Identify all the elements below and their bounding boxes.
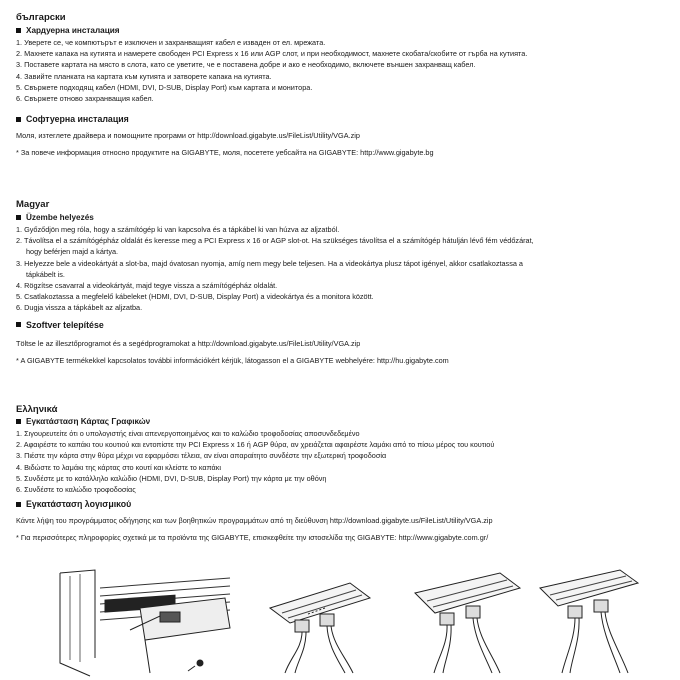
power-cable-illustration bbox=[270, 583, 370, 673]
list-item: 4. Βιδώστε το λαμάκι της κάρτας στο κουτί και κλείστε το καπάκι bbox=[16, 462, 222, 472]
language-heading-bg: български bbox=[16, 12, 66, 23]
hw-title-bg: Хардуерна инсталация bbox=[16, 26, 666, 35]
section-greek bbox=[16, 404, 666, 544]
language-heading-el: Ελληνικά bbox=[16, 404, 58, 415]
square-bullet-icon bbox=[16, 215, 21, 220]
list-item: hogy beférjen majd a kártya. bbox=[26, 247, 119, 257]
language-heading-hu: Magyar bbox=[16, 199, 50, 210]
note-hu: * A GIGABYTE termékekkel kapcsolatos további információkért kérjük, látogasson el a GIGABYTE webhelyére: http://hu.gigabyte.com bbox=[16, 355, 449, 365]
sw-title-el: Εγκατάσταση λογισμικού bbox=[16, 499, 666, 509]
list-item: 5. Csatlakoztassa a megfelelő kábeleket (HDMI, DVI, D-SUB, Display Port) a videokártya és a monitora között. bbox=[16, 292, 374, 302]
list-item: 2. Távolítsa el a számítógépház oldalát és keresse meg a PCI Express x 16 or AGP slot-ot. Ha szükséges távolítsa el a számítógép hátulján lévő fém védőzárat, bbox=[16, 236, 534, 246]
sw-title-bg: Софтуерна инсталация bbox=[16, 114, 666, 124]
list-item: 5. Свържете подходящ кабел (HDMI, DVI, D-SUB, Display Port) към картата и монитора. bbox=[16, 82, 313, 92]
list-item: 6. Свържете отново захранващия кабел. bbox=[16, 94, 154, 104]
installation-illustrations bbox=[20, 568, 660, 678]
hw-title-el: Εγκατάσταση Κάρτας Γραφικών bbox=[16, 417, 666, 426]
list-item: tápkábelt is. bbox=[26, 269, 65, 279]
list-item: 1. Уверете се, че компютърът е изключен и захранващият кабел е изваден от ел. мрежата. bbox=[16, 38, 326, 47]
hw-title-hu: Üzembe helyezés bbox=[16, 213, 666, 222]
square-bullet-icon bbox=[16, 419, 21, 424]
list-item: 1. Σιγουρευτείτε ότι ο υπολογιστής είναι απενεργοποιημένος και το καλώδιο τροφοδοσίας αποσυνδεδεμένο bbox=[16, 429, 360, 438]
list-item: 3. Πιέστε την κάρτα στην θύρα μέχρι να εφαρμόσει τέλεια, αν είναι απαραίτητο συνδέστε την εξωτερική τροφοδοσία bbox=[16, 451, 387, 461]
hw-steps-hu bbox=[16, 224, 666, 314]
section-hungarian bbox=[16, 199, 666, 366]
note-bg: * За повече информация относно продуктите на GIGABYTE, моля, посетете уебсайта на GIGABYTE: http://www.gigabyte.bg bbox=[16, 148, 434, 158]
list-item: 1. Győződjön meg róla, hogy a számítógép ki van kapcsolva és a tápkábel ki van húzva az aljzatból. bbox=[16, 225, 340, 234]
sw-text-el: Κάντε λήψη του προγράμματος οδήγησης και των βοηθητικών προγραμμάτων από τη διεύθυνση http://download.gigabyte.us/FileList/Utility/VGA.zip bbox=[16, 516, 493, 526]
power-cable-illustration-3 bbox=[540, 570, 638, 673]
sw-text-hu: Töltse le az illesztőprogramot és a segédprogramokat a http://download.gigabyte.us/FileList/Utility/VGA.zip bbox=[16, 338, 361, 348]
card-insertion-illustration bbox=[60, 570, 230, 676]
list-item: 2. Махнете капака на кутията и намерете свободен PCI Express x 16 или AGP слот, и при необходимост, махнете скобата/скобите от гърба на кутията. bbox=[16, 49, 528, 59]
square-bullet-icon bbox=[16, 117, 21, 122]
sw-text-bg: Моля, изтеглете драйвера и помощните програми от http://download.gigabyte.us/FileList/Utility/VGA.zip bbox=[16, 131, 360, 141]
list-item: 3. Helyezze bele a videokártyát a slot-ba, majd óvatosan nyomja, amíg nem megy bele teljesen. Ha a videokártya plusz tápot igényel, akkor csatlakoztassa a bbox=[16, 258, 523, 268]
list-item: 6. Dugja vissza a tápkábelt az aljzatba. bbox=[16, 303, 143, 313]
hw-steps-el bbox=[16, 428, 666, 495]
list-item: 3. Поставете картата на място в слота, като се уветите, че е поставена добре и ако е необходимо, включете външен захранващ кабел. bbox=[16, 60, 476, 70]
list-item: 4. Rögzítse csavarral a videokártyát, majd tegye vissza a számítógépház oldalát. bbox=[16, 281, 278, 291]
hw-steps-bg bbox=[16, 37, 666, 104]
square-bullet-icon bbox=[16, 322, 21, 327]
square-bullet-icon bbox=[16, 28, 21, 33]
note-el: * Για περισσότερες πληροφορίες σχετικά με τα προϊόντα της GIGABYTE, επισκεφθείτε την ιστοσελίδα της GIGABYTE: http://www.gigabyte.com.gr/ bbox=[16, 533, 489, 543]
square-bullet-icon bbox=[16, 502, 21, 507]
list-item: 2. Αφαιρέστε το καπάκι του κουτιού και εντοπίστε την PCI Express x 16 ή AGP θύρα, αν χρειάζεται αφαιρέστε λαμάκι από το πίσω μέρος του κουτιού bbox=[16, 440, 495, 450]
list-item: 4. Завийте планката на картата към кутията и затворете капака на кутията. bbox=[16, 71, 272, 81]
list-item: 5. Συνδέστε με το κατάλληλο καλώδιο (HDMI, DVI, D-SUB, Display Port) την κάρτα με την οθόνη bbox=[16, 473, 327, 483]
power-cable-illustration-2 bbox=[415, 573, 520, 673]
list-item: 6. Συνδέστε το καλώδιο τροφοδοσίας bbox=[16, 485, 136, 495]
sw-title-hu: Szoftver telepítése bbox=[16, 320, 666, 330]
section-bulgarian bbox=[16, 12, 666, 159]
